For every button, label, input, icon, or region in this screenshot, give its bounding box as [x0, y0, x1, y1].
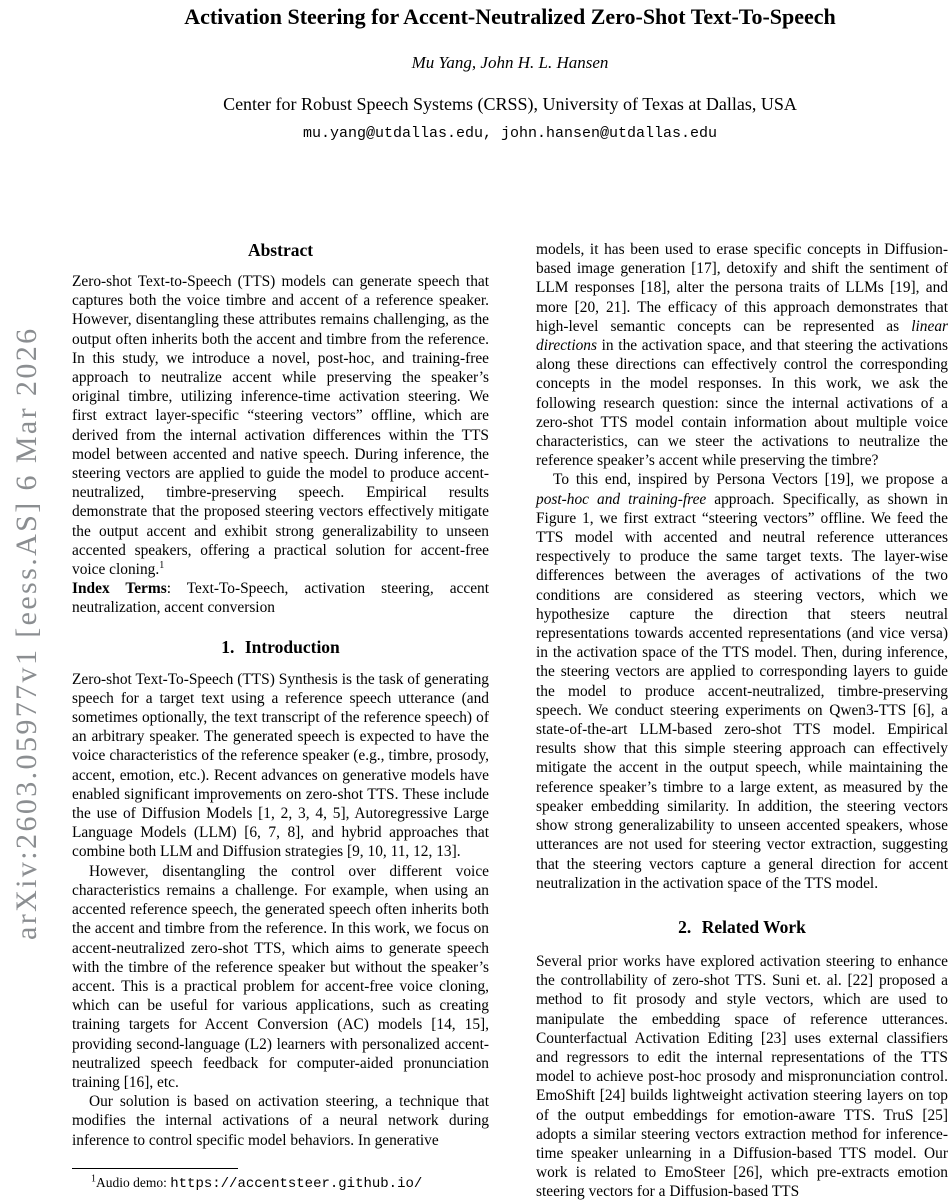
index-terms-list: : Text-To-Speech, activation steering, accent neutralization, accent conversion	[72, 580, 489, 617]
related-work-paragraph-1: Several prior works have explored activation steering to enhance the controllability of zero-shot TTS. Suni et. al. [22] proposed a method to fit prosody and style vectors, which are used to manipulate the embedding space of reference utterances. Counterfactual Activation Editing [23] uses external classifiers and regressors to edit the internal representations of the TTS model to achieve post-hoc prosody and mispronunciation control. EmoShift [24] builds lightweight activation steering layers on top of the output embeddings for emotion-aware TTS. TruS [25] adopts a similar steering vectors extraction method for inference-time speaker unlearning in a Diffusion-based TTS model. Our work is related to EmoSteer [26], which pre-extracts emotion steering vectors for a Diffusion-based TTS	[536, 952, 948, 1201]
intro-paragraph-3: Our solution is based on activation steering, a technique that modifies the internal activations of a neural network during inference to control specific model behaviors. In generative	[72, 1093, 489, 1149]
footnote-label: Audio demo:	[96, 1175, 171, 1190]
index-terms-label: Index Terms	[72, 580, 167, 598]
right-column	[536, 240, 948, 1202]
section-number: 2.	[678, 916, 692, 937]
paper-header	[72, 3, 948, 142]
arxiv-watermark: arXiv:2603.05977v1 [eess.AS] 6 Mar 2026	[10, 326, 43, 940]
paragraph-text: approach. Specifically, as shown in Figure 1, we first extract “steering vectors” offline. We feed the TTS model with accented and neutral reference utterances respectively to produce the same target texts. The layer-wise differences between the averages of activations of the two conditions are considered as steering vectors, which we hypothesize capture the direction that steers neutral representations towards accented representations (and vice versa) in the activation space of the TTS model. Then, during inference, the steering vectors are applied to corresponding layers to guide the model to produce accent-neutralized, timbre-preserving speech. We conduct steering experiments on Qwen3-TTS [6], a state-of-the-art LLM-based zero-shot TTS model. Empirical results show that this simple steering approach can effectively mitigate the accent in the output speech, while maintaining the reference speaker’s timbre to a large extent, as measured by the speaker embedding similarity. In addition, the steering vectors show strong generalizability to unseen accented speakers, whose utterances are not used for steering vector extraction, suggesting that the steering vectors capture a general direction for accent neutralization in the activation space of the TTS model.	[536, 490, 948, 892]
paper-authors: Mu Yang, John H. L. Hansen	[411, 53, 609, 72]
section-heading-introduction	[72, 637, 489, 658]
emphasized-text: post-hoc and training-free	[536, 490, 707, 508]
intro-paragraph-4	[536, 240, 948, 470]
section-number: 1.	[221, 636, 235, 657]
footnote-text	[72, 1174, 489, 1193]
audio-demo-url[interactable]: https://accentsteer.github.io/	[170, 1176, 423, 1192]
footnote-area	[72, 1168, 489, 1193]
abstract-heading: Abstract	[247, 240, 314, 260]
paragraph-text: models, it has been used to erase specific concepts in Diffusion-based image generation [17], detoxify and shift the sentiment of LLM responses [18], alter the persona traits of LLMs [19], and more [20, 21]. The efficacy of this approach demonstrates that high-level semantic concepts can be represented as	[536, 241, 948, 335]
intro-paragraph-2: However, disentangling the control over different voice characteristics remains a challenge. For example, when using an accented reference speech, the generated speech often inherits both the accent and timbre from the reference. In this work, we focus on accent-neutralized zero-shot TTS, which aims to generate speech with the timbre of the reference speaker but without the speaker’s accent. This is a practical problem for accent-free voice cloning, which can be useful for various applications, such as creating training targets for Accent Conversion (AC) models [14, 15], providing second-language (L2) learners with personalized accent-neutralized speech feedback for computer-aided pronunciation training [16], etc.	[72, 862, 489, 1091]
paragraph-text: in the activation space, and that steering the activations along these directions can effectively control the corresponding concepts in the model responses. In this work, we ask the following research question: since the internal activations of a zero-shot TTS model contain information about multiple voice characteristics, can we steer the activations to neutralize the reference speaker’s accent while preserving the timbre?	[536, 337, 948, 470]
paper-title: Activation Steering for Accent-Neutralized Zero-Shot Text-To-Speech	[184, 4, 836, 29]
abstract-footnote-marker: 1	[159, 559, 165, 571]
section-title: Related Work	[701, 916, 806, 937]
section-title: Introduction	[244, 636, 340, 657]
footnote-marker: 1	[91, 1173, 96, 1185]
two-column-body	[72, 240, 948, 1202]
abstract-body: Zero-shot Text-to-Speech (TTS) models can generate speech that captures both the voice timbre and accent of a reference speaker. However, disentangling these attributes remains challenging, as the output often inherits both the accent and timbre from the reference. In this study, we introduce a novel, post-hoc, and training-free approach to neutralize accent while preserving the speaker’s original timbre, utilizing inference-time activation steering. We first extract layer-specific “steering vectors” offline, which are derived from the internal activation differences within the TTS model between accented and native speech. During inference, the steering vectors are applied to guide the model to produce accent-neutralized, timbre-preserving speech. Empirical results demonstrate that the proposed steering vectors effectively mitigate the output accent and exhibit strong generalizability to unseen accented speakers, offering a practical solution for accent-free voice cloning.	[72, 273, 489, 579]
paper-affiliation: Center for Robust Speech Systems (CRSS), University of Texas at Dallas, USA	[223, 94, 797, 114]
index-terms	[72, 579, 489, 617]
intro-paragraph-5	[536, 470, 948, 892]
emphasized-text: linear directions	[536, 317, 948, 355]
left-column	[72, 240, 489, 1202]
author-emails: mu.yang@utdallas.edu, john.hansen@utdallas.edu	[302, 125, 718, 142]
abstract-text	[72, 272, 489, 579]
section-heading-related-work	[536, 917, 948, 938]
paragraph-text: To this end, inspired by Persona Vectors [19], we propose a	[553, 471, 948, 489]
footnote-rule	[72, 1168, 238, 1169]
intro-paragraph-1: Zero-shot Text-To-Speech (TTS) Synthesis is the task of generating speech for a target text using a reference speech utterance (and sometimes optionally, the text transcript of the reference speech) of an arbitrary speaker. The generated speech is expected to have the voice characteristics of the reference speaker (e.g., timbre, prosody, accent, emotion, etc.). Recent advances on generative models have enabled significant improvements on zero-shot TTS. These include the use of Diffusion Models [1, 2, 3, 4, 5], Autoregressive Large Language Models (LLM) [6, 7, 8], and hybrid approaches that combine both LLM and Diffusion strategies [9, 10, 11, 12, 13].	[72, 670, 489, 861]
